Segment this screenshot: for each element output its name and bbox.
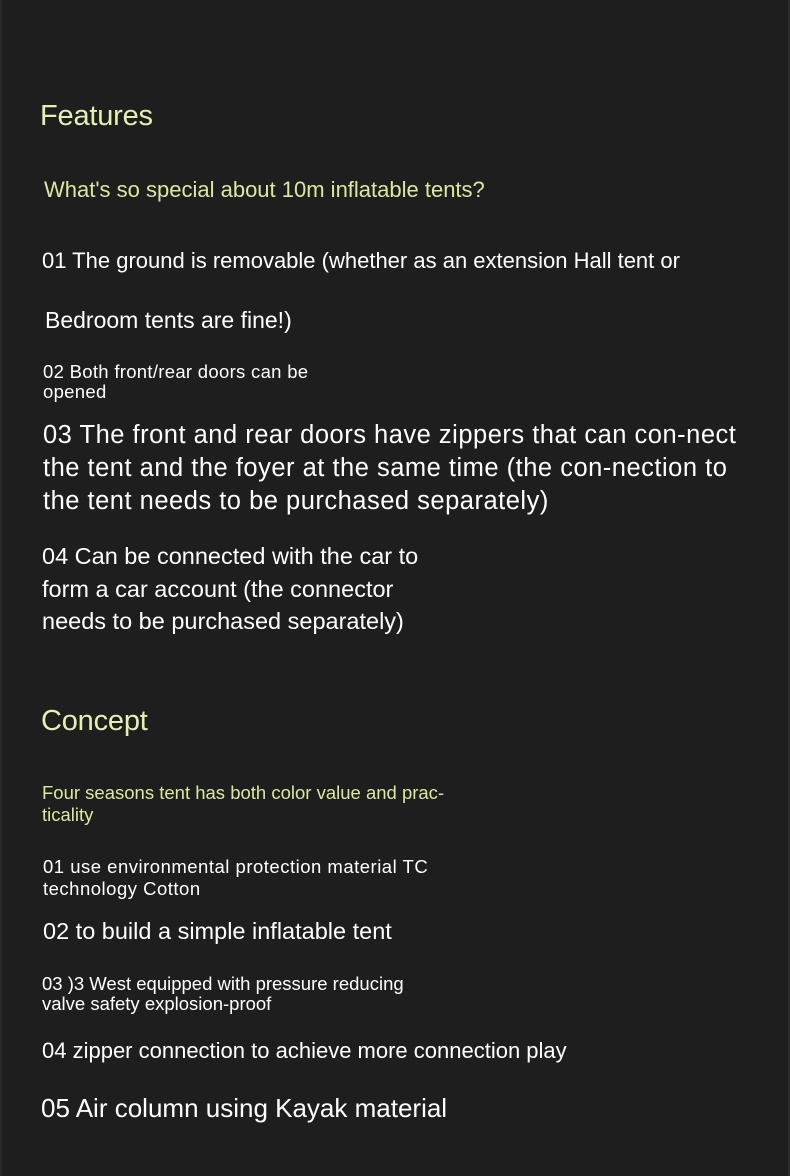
feature-item-1-line-1: 01 The ground is removable (whether as an extension Hall tent or — [42, 248, 680, 273]
features-subheading: What's so special about 10m inflatable tents? — [44, 177, 485, 202]
features-heading: Features — [40, 100, 153, 132]
concept-item-4: 04 zipper connection to achieve more connection play — [42, 1038, 567, 1063]
concept-item-5: 05 Air column using Kayak material — [41, 1093, 448, 1123]
concept-heading: Concept — [41, 705, 148, 737]
feature-item-4: 04 Can be connected with the car to form a car account (the connector needs to be purchased separately) — [42, 543, 419, 634]
concept-subheading: Four seasons tent has both color value and prac-ticality — [42, 782, 445, 825]
concept-item-1: 01 use environmental protection material TC technology Cotton — [43, 856, 429, 899]
left-frame-edge — [0, 0, 2, 1176]
concept-item-3: 03 )3 West equipped with pressure reducing valve safety explosion-proof — [42, 973, 404, 1014]
feature-item-2: 02 Both front/rear doors can be opened — [43, 361, 309, 402]
feature-item-1-line-2: Bedroom tents are fine!) — [45, 307, 292, 333]
concept-item-2: 02 to build a simple inflatable tent — [43, 918, 392, 944]
feature-item-3: 03 The front and rear doors have zippers that can con-nect the tent and the foyer at the same time (the con-nection to the tent needs to be purchased separately) — [43, 421, 737, 515]
